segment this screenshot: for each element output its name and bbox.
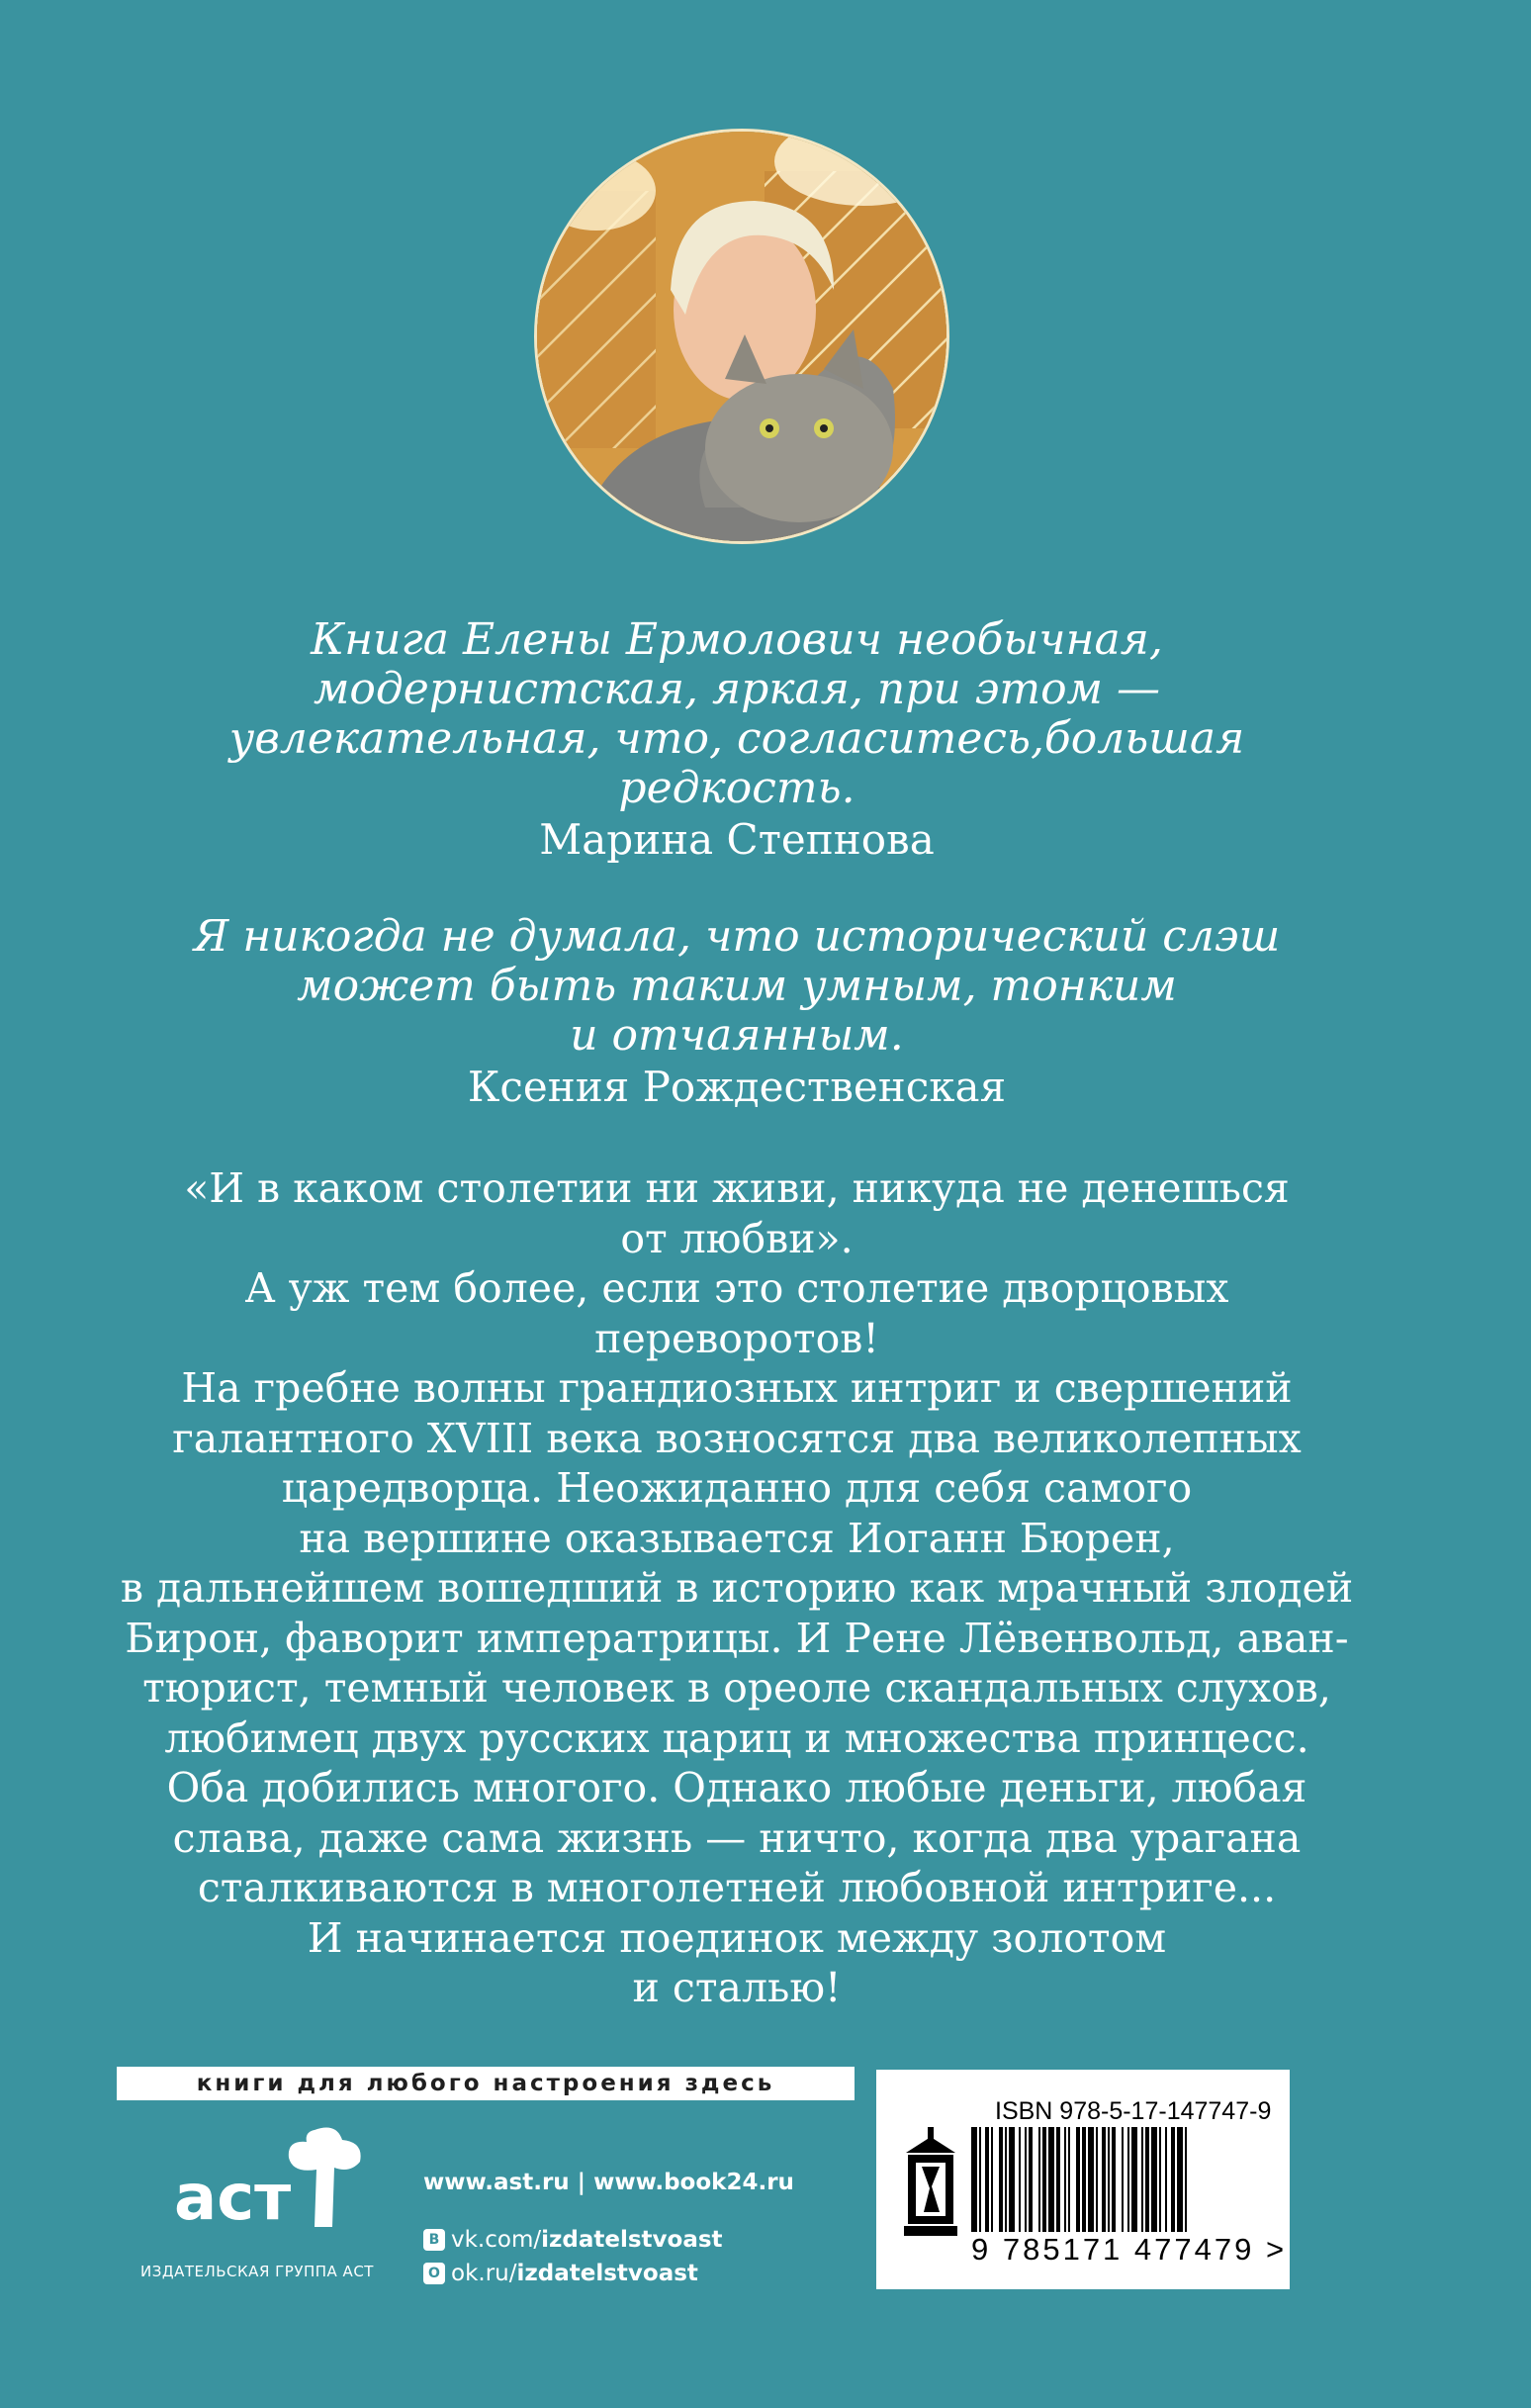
social-prefix: ok.ru/ — [451, 2261, 517, 2286]
barcode-bar — [1131, 2127, 1137, 2232]
barcode-bar — [999, 2127, 1003, 2232]
barcode-bar — [1019, 2127, 1021, 2232]
author-photo — [537, 132, 946, 541]
author-photo-illustration — [537, 132, 946, 541]
barcode-bar — [1029, 2127, 1033, 2232]
barcode-bar — [1056, 2127, 1060, 2232]
annotation-line: царедворца. Неожиданно для себя самого — [281, 1464, 1193, 1512]
barcode-bar — [1102, 2127, 1106, 2232]
barcode-bar — [1122, 2127, 1124, 2232]
publisher-caption: ИЗДАТЕЛЬСКАЯ ГРУППА АСТ — [140, 2263, 374, 2280]
quote-line: Я никогда не думала, что исторический слэш — [193, 911, 1281, 962]
quote-line: Книга Елены Ермолович необычная, — [311, 614, 1163, 665]
quote-line: увлекательная, что, согласитесь,большая — [228, 713, 1245, 764]
annotation-line: сталкиваются в многолетней любовной интриге... — [197, 1864, 1277, 1911]
social-handle: izdatelstvoast — [516, 2261, 698, 2286]
annotation-line: слава, даже сама жизнь — ничто, когда два урагана — [172, 1813, 1302, 1862]
ast-logo — [166, 2120, 364, 2229]
barcode-bar — [1177, 2127, 1183, 2232]
annotation-line: На гребне волны грандиозных интриг и свершений — [181, 1364, 1293, 1412]
annotation-line: Оба добились многого. Однако любые деньги, любая — [166, 1764, 1307, 1811]
review-author-1: Марина Степнова — [539, 815, 935, 864]
barcode-bar — [1171, 2127, 1175, 2232]
quote-line: может быть таким умным, тонким — [297, 961, 1177, 1011]
publisher-links — [423, 2170, 794, 2290]
isbn-barcode-panel — [876, 2070, 1290, 2289]
barcode-bar — [979, 2127, 981, 2232]
lantern-icon — [898, 2127, 963, 2244]
annotation-line: «И в каком столетии ни живи, никуда не денешься — [184, 1164, 1290, 1212]
review-quote-1 — [119, 615, 1355, 813]
annotation-line: И начинается поединок между золотом — [307, 1913, 1167, 1962]
vk-icon: В — [423, 2229, 445, 2251]
barcode-bar — [985, 2127, 989, 2232]
barcode-bar — [1064, 2127, 1066, 2232]
review-quote-2 — [119, 912, 1355, 1061]
quote-line: модернистская, яркая, при этом — — [313, 664, 1161, 714]
barcode-bar — [1151, 2127, 1157, 2232]
social-prefix: vk.com/ — [451, 2227, 542, 2253]
annotation-line: галантного XVIII века возносятся два великолепных — [172, 1414, 1302, 1462]
barcode-bar — [1082, 2127, 1086, 2232]
barcode-bar — [1108, 2127, 1110, 2232]
barcode-bar — [1088, 2127, 1094, 2232]
barcode-bar — [1185, 2127, 1187, 2232]
annotation-line: А уж тем более, если это столетие дворцовых — [244, 1264, 1229, 1312]
barcode-bars — [971, 2127, 1264, 2248]
barcode-bar — [1141, 2127, 1143, 2232]
ok-icon: О — [423, 2263, 445, 2284]
quote-line: и отчаянным. — [570, 1010, 904, 1061]
ast-logo-text: аст — [174, 2162, 292, 2229]
barcode-bar — [971, 2127, 977, 2232]
barcode-bar — [1042, 2127, 1046, 2232]
quote-line: редкость. — [618, 763, 856, 813]
barcode-bar — [1165, 2127, 1167, 2232]
review-author-2: Ксения Рождественская — [467, 1063, 1007, 1111]
website-links[interactable]: www.ast.ru | www.book24.ru — [423, 2170, 794, 2195]
barcode-bar — [1127, 2127, 1129, 2232]
barcode-bar — [1025, 2127, 1027, 2232]
barcode-bar — [991, 2127, 993, 2232]
barcode-bar — [1096, 2127, 1098, 2232]
isbn-number: ISBN 978-5-17-147747-9 — [995, 2097, 1272, 2125]
barcode-bar — [1068, 2127, 1070, 2232]
barcode-bar — [1159, 2127, 1161, 2232]
annotation-line: от любви». — [620, 1214, 854, 1262]
social-link-ok[interactable] — [423, 2257, 794, 2290]
barcode-bar — [1009, 2127, 1015, 2232]
barcode-bar — [1076, 2127, 1080, 2232]
annotation-line: Бирон, фаворит императрицы. И Рене Лёвенвольд, аван- — [125, 1614, 1349, 1662]
barcode-digits: 9 785171 477479 > — [971, 2232, 1288, 2267]
annotation-line: любимец двух русских цариц и множества принцесс. — [164, 1713, 1309, 1762]
annotation-line: на вершине оказывается Иоганн Бюрен, — [299, 1514, 1175, 1562]
social-link-vk[interactable] — [423, 2223, 794, 2257]
barcode-bar — [1005, 2127, 1007, 2232]
barcode-bar — [1112, 2127, 1116, 2232]
annotation-line: и сталью! — [632, 1964, 842, 2011]
annotation-line: переворотов! — [594, 1314, 879, 1362]
annotation-line: тюрист, темный человек в ореоле скандальных слухов, — [142, 1664, 1331, 1712]
barcode-bar — [1038, 2127, 1040, 2232]
barcode-bar — [1145, 2127, 1149, 2232]
book-annotation — [109, 1163, 1365, 2013]
annotation-line: в дальнейшем вошедший в историю как мрачный злодей — [120, 1564, 1354, 1612]
social-handle: izdatelstvoast — [541, 2227, 723, 2253]
publisher-tagline: книги для любого настроения здесь — [117, 2067, 855, 2100]
barcode-bar — [1048, 2127, 1054, 2232]
